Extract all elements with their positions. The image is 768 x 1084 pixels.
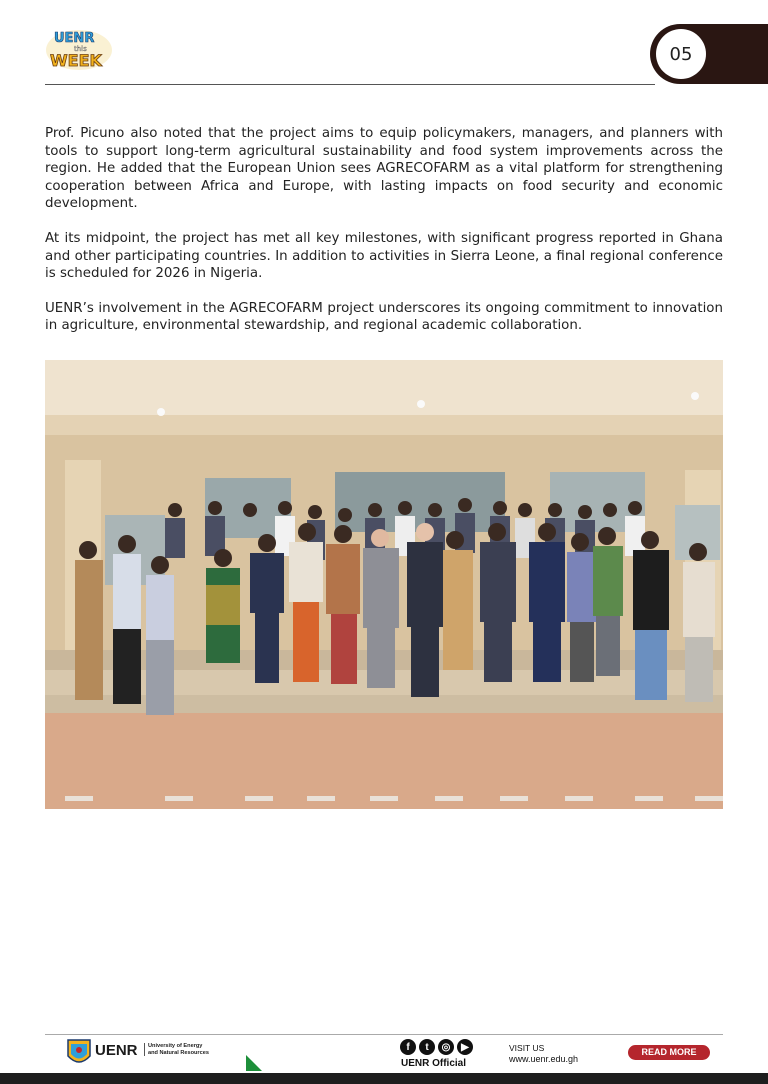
green-accent-triangle bbox=[246, 1055, 262, 1071]
read-more-button[interactable]: READ MORE bbox=[628, 1045, 710, 1060]
instagram-icon[interactable]: ◎ bbox=[438, 1039, 454, 1055]
paragraph-1: Prof. Picuno also noted that the project aims to equip policymakers, managers, and planners with tools to support long-term agricultural sustainability and food system improvements across the region. He added that the European Union sees AGRECOFARM as a vital platform for strengthening cooperation between Africa and Europe, with lasting impacts on food security and economic development. bbox=[45, 126, 723, 212]
page-number: 05 bbox=[656, 29, 706, 79]
visit-url-link[interactable]: www.uenr.edu.gh bbox=[509, 1054, 579, 1064]
header-divider bbox=[45, 84, 655, 85]
group-photo bbox=[45, 360, 723, 809]
bottom-bar bbox=[0, 1073, 768, 1084]
footer-brand-subtitle bbox=[144, 1043, 209, 1056]
facebook-icon[interactable]: f bbox=[400, 1039, 416, 1055]
paragraph-2: At its midpoint, the project has met all key milestones, with significant progress reported in Ghana and other participating countries. In addition to activities in Sierra Leone, a final regional conference is scheduled for 2026 in Nigeria. bbox=[45, 230, 723, 282]
footer-brand-sub-line1: University of Energy bbox=[148, 1043, 203, 1049]
youtube-icon[interactable]: ▶ bbox=[457, 1039, 473, 1055]
uenr-crest-icon bbox=[66, 1038, 92, 1068]
footer-brand-sub-line2: and Natural Resources bbox=[148, 1049, 209, 1056]
page-number-tab bbox=[650, 24, 768, 84]
twitter-icon[interactable]: t bbox=[419, 1039, 435, 1055]
article-body bbox=[45, 125, 723, 352]
footer-brand: UENR bbox=[95, 1042, 138, 1059]
paragraph-3: UENR’s involvement in the AGRECOFARM project underscores its ongoing commitment to innovation in agriculture, environmental stewardship, and regional academic collaboration. bbox=[45, 300, 723, 334]
footer-divider bbox=[45, 1034, 723, 1035]
visit-label: VISIT US bbox=[509, 1043, 545, 1053]
social-handle: UENR Official bbox=[401, 1058, 467, 1069]
social-icons bbox=[400, 1039, 473, 1055]
logo-text-this: this bbox=[74, 45, 87, 53]
logo-text-uenr: UENR bbox=[54, 31, 95, 46]
uenr-this-week-logo bbox=[44, 26, 114, 72]
logo-text-week: WEEK bbox=[50, 51, 102, 70]
